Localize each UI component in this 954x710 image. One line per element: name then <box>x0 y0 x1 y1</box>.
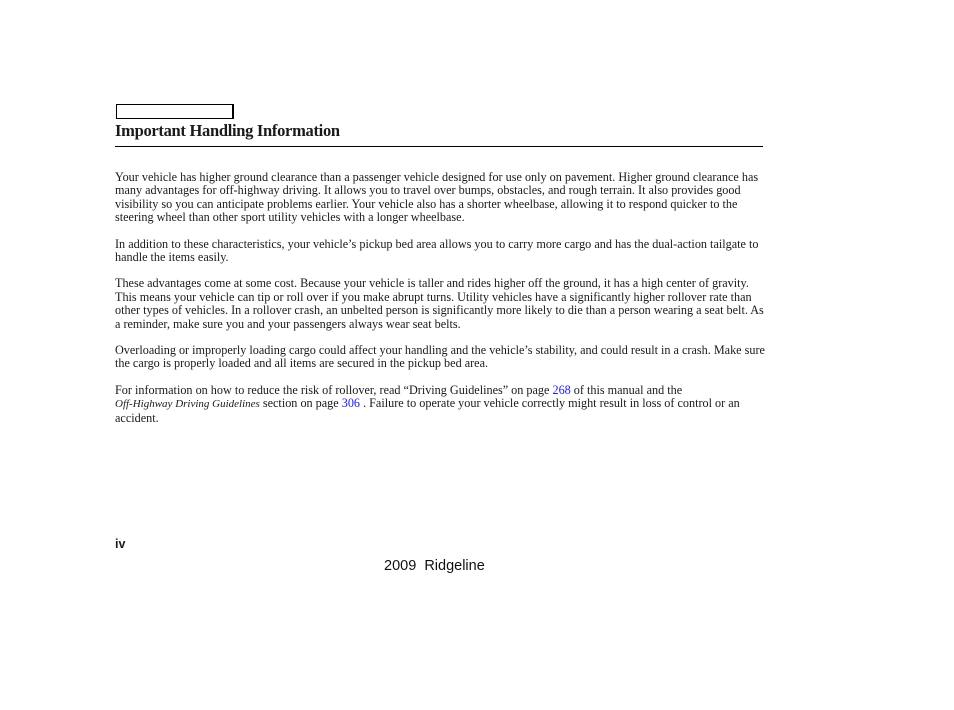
paragraph-cargo-loading: Overloading or improperly loading cargo could affect your handling and the vehicle’s stability, and could result in a crash. Make sure the cargo is properly loaded and all items are secured in the pickup bed area. <box>115 343 765 371</box>
text-segment: For information on how to reduce the risk of rollover, read “Driving Guidelines” on page <box>115 382 553 397</box>
text-segment: . Failure to operate your vehicle correctly might result in loss of control or an accident. <box>115 396 740 425</box>
main-menu-button[interactable] <box>116 104 234 119</box>
page-268-link[interactable]: 268 <box>552 382 571 397</box>
paragraph-more-information <box>115 384 765 425</box>
page-number: iv <box>115 537 126 551</box>
body-text <box>115 171 765 425</box>
off-highway-guidelines-title: Off-Highway Driving Guidelines <box>115 398 260 411</box>
footer-model-name: 2009 Ridgeline <box>384 558 485 574</box>
page-title: Important Handling Information <box>115 121 340 140</box>
paragraph-rollover-risk: These advantages come at some cost. Because your vehicle is taller and rides higher off the ground, it has a high center of gravity. This means your vehicle can tip or roll over if you make abrupt turns. Utility vehicles have a significantly higher rollover rate than other types of vehicles. In a rollover crash, an unbelted person is significantly more likely to die than a person wearing a seat belt. As a reminder, make sure you and your passengers always wear seat belts. <box>115 276 764 331</box>
text-segment: of this manual and the <box>570 382 683 397</box>
text-segment: section on page <box>259 396 342 411</box>
title-divider <box>115 146 763 147</box>
paragraph-ground-clearance: Your vehicle has higher ground clearance than a passenger vehicle designed for use only on pavement. Higher ground clearance has many advantages for off-highway driving. It allows you to travel over bumps, obstacles, and rough terrain. It also provides good visibility so you can anticipate problems earlier. Your vehicle also has a shorter wheelbase, allowing it to respond quicker to the steering wheel than other sport utility vehicles with a longer wheelbase. <box>115 170 759 225</box>
page-306-link[interactable]: 306 <box>341 396 361 411</box>
paragraph-pickup-bed: In addition to these characteristics, your vehicle’s pickup bed area allows you to carry more cargo and has the dual-action tailgate to handle the items easily. <box>115 236 759 265</box>
